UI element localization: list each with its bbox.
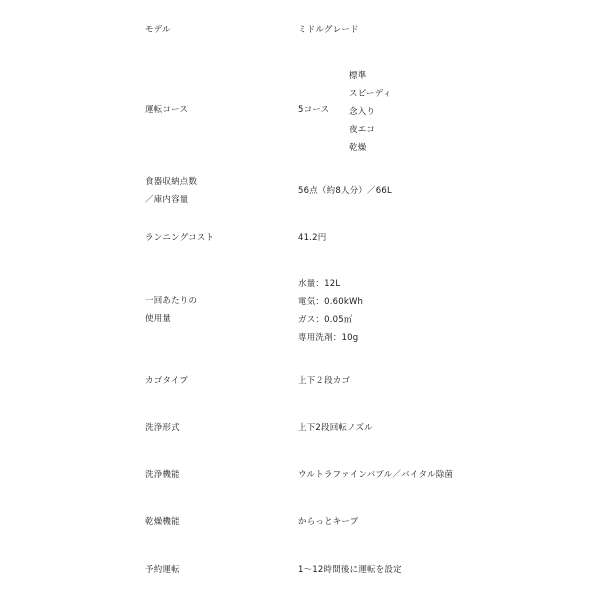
spec-value-running-cost xyxy=(298,229,588,247)
spec-value-text: からっとキープ xyxy=(298,517,359,527)
spec-value-wash-type xyxy=(298,419,588,437)
spec-label-text: 予約運転 xyxy=(145,565,180,575)
spec-value-text: 1〜12時間後に運転を設定 xyxy=(298,565,402,575)
spec-label-text: ランニングコスト xyxy=(145,233,215,243)
course-list xyxy=(349,67,391,157)
course-item: スピーディ xyxy=(349,89,392,99)
spec-value-text: ウルトラファインバブル／バイタル除菌 xyxy=(298,470,454,480)
spec-value-course xyxy=(298,101,588,119)
spec-label-text: 使用量 xyxy=(145,314,172,324)
spec-label-running-cost xyxy=(145,229,275,247)
spec-value-usage xyxy=(298,275,588,347)
spec-value-capacity xyxy=(298,182,588,200)
spec-value-text: ミドルグレード xyxy=(298,25,359,35)
spec-label-text: 乾燥機能 xyxy=(145,517,180,527)
course-item: 乾燥 xyxy=(349,143,367,153)
spec-label-text: カゴタイプ xyxy=(145,376,189,386)
spec-label-usage xyxy=(145,292,275,328)
spec-label-text: 食器収納点数 xyxy=(145,177,198,187)
spec-label-text: モデル xyxy=(145,25,171,35)
usage-detergent: 専用洗剤：10g xyxy=(298,333,359,343)
spec-label-text: 洗浄形式 xyxy=(145,423,180,433)
spec-value-basket xyxy=(298,372,588,390)
spec-label-text: 一回あたりの xyxy=(145,296,198,306)
spec-value-text: 5コース xyxy=(298,105,330,115)
course-item: 夜エコ xyxy=(349,125,376,135)
spec-value-text: 上下２段カゴ xyxy=(298,376,351,386)
spec-value-text: 56点（約8人分）／66L xyxy=(298,186,392,196)
spec-value-timer xyxy=(298,561,588,579)
spec-label-basket xyxy=(145,372,275,390)
spec-label-wash-function xyxy=(145,466,275,484)
spec-value-model xyxy=(298,21,588,39)
spec-label-timer xyxy=(145,561,275,579)
usage-electricity: 電気：0.60kWh xyxy=(298,297,364,307)
spec-label-text: ／庫内容量 xyxy=(145,195,189,205)
spec-label-dry-function xyxy=(145,513,275,531)
spec-label-text: 運転コース xyxy=(145,105,189,115)
course-item: 標準 xyxy=(349,71,367,81)
spec-label-wash-type xyxy=(145,419,275,437)
usage-gas: ガス：0.05㎥ xyxy=(298,315,353,325)
spec-label-model xyxy=(145,21,275,39)
spec-value-text: 41.2円 xyxy=(298,233,327,243)
usage-water: 水量：12L xyxy=(298,279,341,289)
spec-value-wash-function xyxy=(298,466,588,484)
spec-value-text: 上下2段回転ノズル xyxy=(298,423,373,433)
spec-value-dry-function xyxy=(298,513,588,531)
spec-label-capacity xyxy=(145,173,275,209)
spec-label-text: 洗浄機能 xyxy=(145,470,180,480)
spec-label-course xyxy=(145,101,275,119)
course-item: 念入り xyxy=(349,107,376,117)
